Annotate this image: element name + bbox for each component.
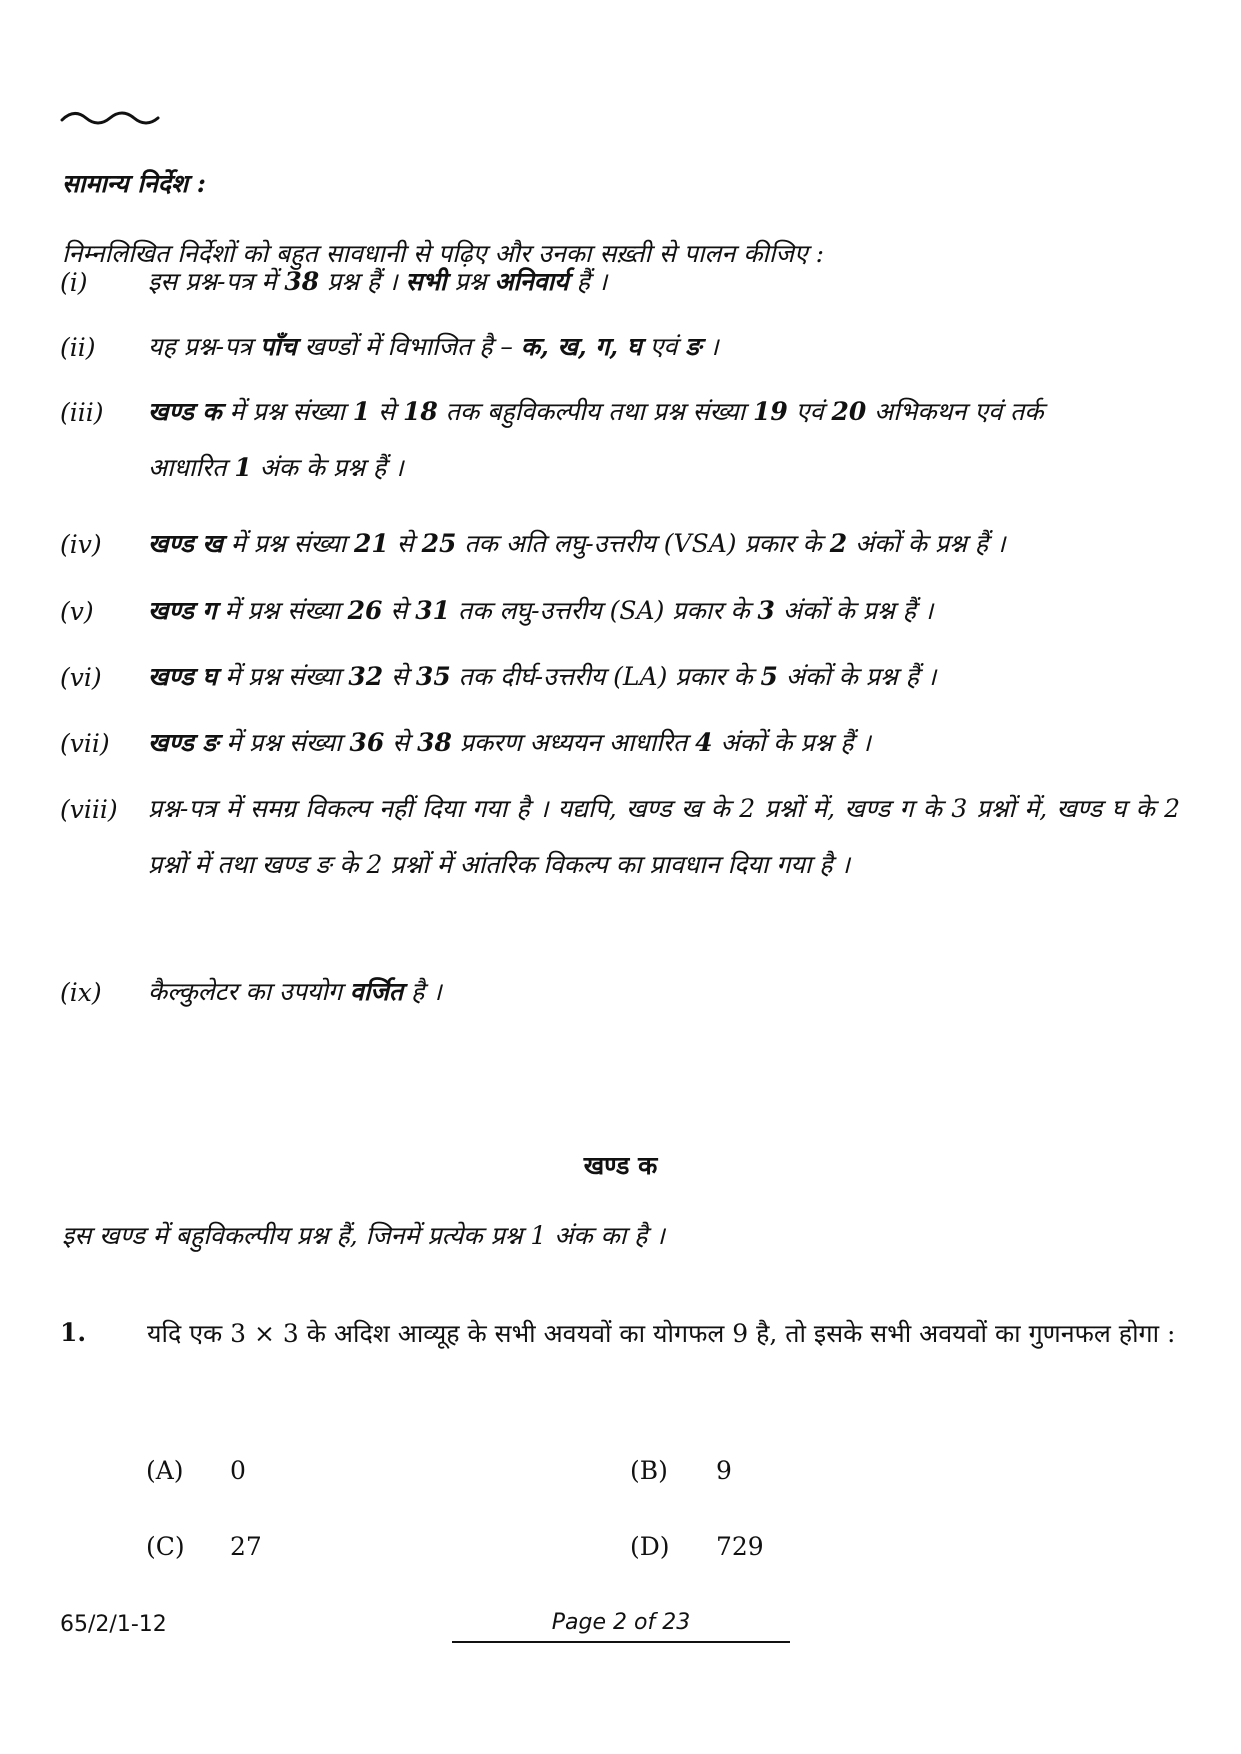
option-label: (D) xyxy=(630,1532,670,1561)
instruction-text: इस प्रश्न-पत्र में 38 प्रश्न हैं । सभी प्रश्न अनिवार्य हैं । xyxy=(148,267,608,296)
instruction-text: खण्ड ङ में प्रश्न संख्या 36 से 38 प्रकरण अध्ययन आधारित 4 अंकों के प्रश्न हैं । xyxy=(148,728,871,757)
instruction-number: (ix) xyxy=(60,978,102,1007)
option-value: 9 xyxy=(716,1456,732,1485)
instruction-number: (vi) xyxy=(60,663,102,692)
paper-code: 65/2/1-12 xyxy=(60,1612,167,1637)
general-instructions-intro: निम्नलिखित निर्देशों को बहुत सावधानी से पढ़िए और उनका सख़्ती से पालन कीजिए : xyxy=(62,239,825,268)
instruction-number: (iv) xyxy=(60,530,102,559)
instruction-number: (vii) xyxy=(60,729,110,758)
option-label: (C) xyxy=(146,1532,185,1561)
general-instructions-title: सामान्य निर्देश : xyxy=(62,169,206,198)
question-text: यदि एक 3 × 3 के अदिश आव्यूह के सभी अवयवों का योगफल 9 है, तो इसके सभी अवयवों का गुणनफल होगा : xyxy=(147,1319,1176,1348)
instruction-text: प्रश्न-पत्र में समग्र विकल्प नहीं दिया गया है । यद्यपि, खण्ड ख के 2 प्रश्नों में, खण्ड ग के 3 प्रश्नों में, खण्ड घ के 2 प्रश्नों में तथा खण्ड ङ के 2 प्रश्नों में आंतरिक विकल्प का प्रावधान दिया गया है । xyxy=(148,794,1180,879)
instruction-number: (ii) xyxy=(60,333,96,362)
instruction-number: (viii) xyxy=(60,795,118,824)
instruction-text: कैल्कुलेटर का उपयोग वर्जित है । xyxy=(148,977,442,1006)
section-title: खण्ड क xyxy=(583,1151,658,1180)
section-note: इस खण्ड में बहुविकल्पीय प्रश्न हैं, जिनमें प्रत्येक प्रश्न 1 अंक का है । xyxy=(62,1221,665,1250)
instruction-number: (i) xyxy=(60,268,88,297)
option-label: (B) xyxy=(630,1456,668,1485)
option-value: 729 xyxy=(716,1532,764,1561)
option-value: 27 xyxy=(230,1532,262,1561)
footer-divider xyxy=(452,1641,790,1643)
instruction-number: (iii) xyxy=(60,398,104,427)
instruction-text: खण्ड ख में प्रश्न संख्या 21 से 25 तक अति लघु-उत्तरीय (VSA) प्रकार के 2 अंकों के प्रश्न हैं । xyxy=(148,529,1006,558)
option-value: 0 xyxy=(230,1456,246,1485)
instruction-text: यह प्रश्न-पत्र पाँच खण्डों में विभाजित है – क, ख, ग, घ एवं ङ । xyxy=(148,332,719,361)
instruction-text: खण्ड क में प्रश्न संख्या 1 से 18 तक बहुविकल्पीय तथा प्रश्न संख्या 19 एवं 20 अभिकथन एवं तर्क आधारित 1 अंक के प्रश्न हैं । xyxy=(148,397,1044,482)
instruction-text: खण्ड घ में प्रश्न संख्या 32 से 35 तक दीर्घ-उत्तरीय (LA) प्रकार के 5 अंकों के प्रश्न हैं । xyxy=(148,662,937,691)
option-label: (A) xyxy=(146,1456,184,1485)
instruction-number: (v) xyxy=(60,597,94,626)
page-number: Page 2 of 23 xyxy=(551,1610,691,1635)
question-number: 1. xyxy=(60,1318,87,1347)
instruction-text: खण्ड ग में प्रश्न संख्या 26 से 31 तक लघु-उत्तरीय (SA) प्रकार के 3 अंकों के प्रश्न हैं । xyxy=(148,596,934,625)
wavy-decoration-icon xyxy=(60,106,160,130)
